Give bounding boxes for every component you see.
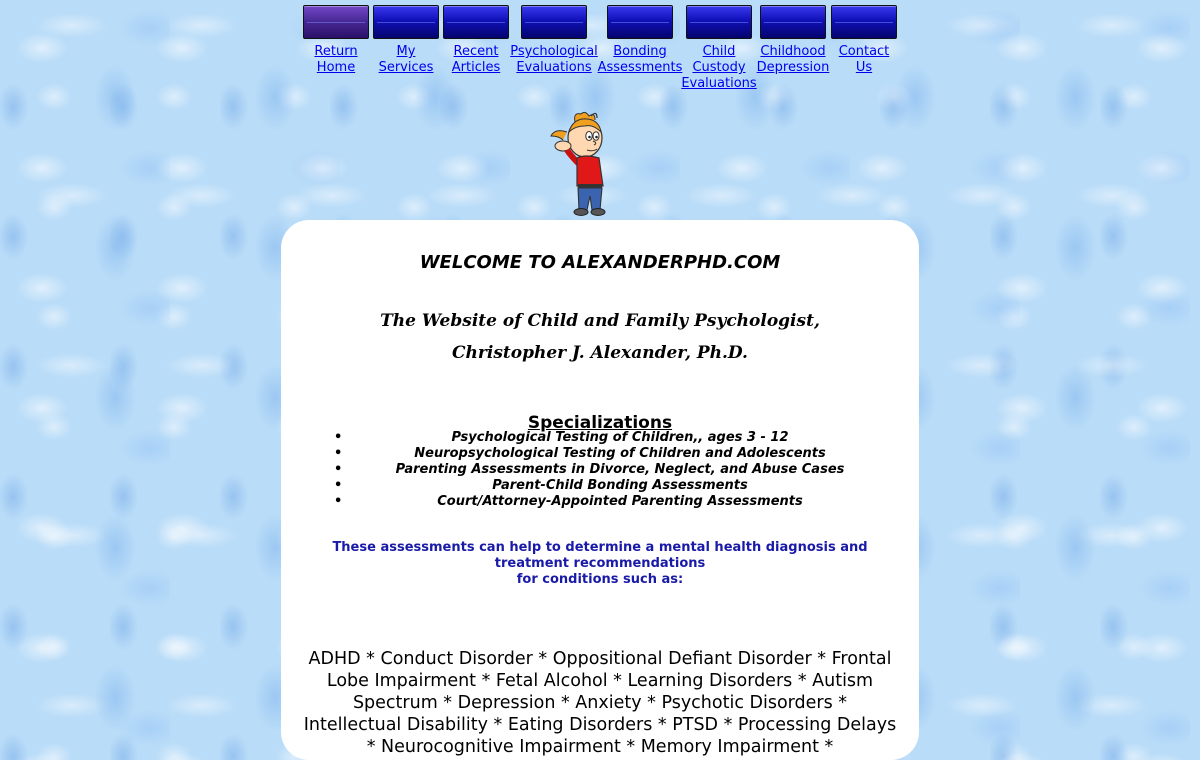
top-navigation <box>0 5 1200 95</box>
bullet-icon: • <box>334 430 343 445</box>
nav-button-my-services[interactable] <box>373 5 439 39</box>
list-item: • Neuropsychological Testing of Children and Adolescents <box>334 446 826 461</box>
cartoon-boy-icon <box>545 110 625 220</box>
nav-link-my-services[interactable]: My Services <box>378 44 434 75</box>
bullet-icon: • <box>334 494 343 509</box>
bullet-icon: • <box>334 478 343 493</box>
nav-item-contact-us[interactable] <box>830 5 898 76</box>
nav-link-recent-articles[interactable]: Recent Articles <box>451 44 501 75</box>
assessments-note <box>321 540 879 588</box>
list-item: • Parenting Assessments in Divorce, Neglect, and Abuse Cases <box>334 462 845 477</box>
nav-button-return-home[interactable] <box>303 5 369 39</box>
nav-item-psychological-evaluations[interactable] <box>509 5 599 76</box>
list-item: • Court/Attorney-Appointed Parenting Assessments <box>334 494 803 509</box>
bullet-icon: • <box>334 462 343 477</box>
nav-link-childhood-depression[interactable]: Childhood Depression <box>756 44 830 75</box>
list-item: • Psychological Testing of Children,, ages 3 - 12 <box>334 430 789 445</box>
nav-button-contact-us[interactable] <box>831 5 897 39</box>
nav-item-return-home[interactable] <box>302 5 370 76</box>
nav-link-psychological-evaluations[interactable]: Psychological Evaluations <box>510 44 598 75</box>
nav-button-childhood-depression[interactable] <box>760 5 826 39</box>
subtitle-line-1: The Website of Child and Family Psychologist, <box>380 311 820 331</box>
assessments-line-3: for conditions such as: <box>516 572 684 587</box>
nav-link-bonding-assessments[interactable]: Bonding Assessments <box>597 44 683 75</box>
main-content-card <box>281 220 919 760</box>
nav-link-return-home[interactable]: Return Home <box>314 44 358 75</box>
nav-item-childhood-depression[interactable] <box>755 5 831 76</box>
list-item: • Parent-Child Bonding Assessments <box>334 478 748 493</box>
nav-link-contact-us[interactable]: Contact Us <box>838 44 890 75</box>
bullet-icon: • <box>334 446 343 461</box>
assessments-line-2: treatment recommendations <box>494 556 706 571</box>
specializations-heading: Specializations <box>527 413 673 434</box>
nav-button-bonding-assessments[interactable] <box>607 5 673 39</box>
welcome-heading: WELCOME TO ALEXANDERPHD.COM <box>419 252 781 273</box>
site-subtitle <box>281 305 919 369</box>
nav-button-recent-articles[interactable] <box>443 5 509 39</box>
specializations-list <box>331 430 909 510</box>
assessments-line-1: These assessments can help to determine a mental health diagnosis and <box>332 540 868 555</box>
nav-link-child-custody-evaluations[interactable]: Child Custody Evaluations <box>681 44 757 91</box>
cartoon-boy-icon-graphic <box>545 110 625 220</box>
conditions-list: ADHD * Conduct Disorder * Oppositional Defiant Disorder * Frontal Lobe Impairment * Fetal Alcohol * Learning Disorders * Autism Spectrum * Depression * Anxiety * Psychotic Disorders * Intellectual Disability * Eating Disorders * PTSD * Processing Delays * Neurocognitive Impairment * Memory Impairment * <box>303 648 897 757</box>
nav-item-recent-articles[interactable] <box>442 5 510 76</box>
nav-item-my-services[interactable] <box>372 5 440 76</box>
nav-item-child-custody-evaluations[interactable] <box>681 5 757 92</box>
nav-item-bonding-assessments[interactable] <box>597 5 683 76</box>
nav-button-psychological-evaluations[interactable] <box>521 5 587 39</box>
subtitle-line-2: Christopher J. Alexander, Ph.D. <box>452 343 748 363</box>
nav-button-child-custody-evaluations[interactable] <box>686 5 752 39</box>
